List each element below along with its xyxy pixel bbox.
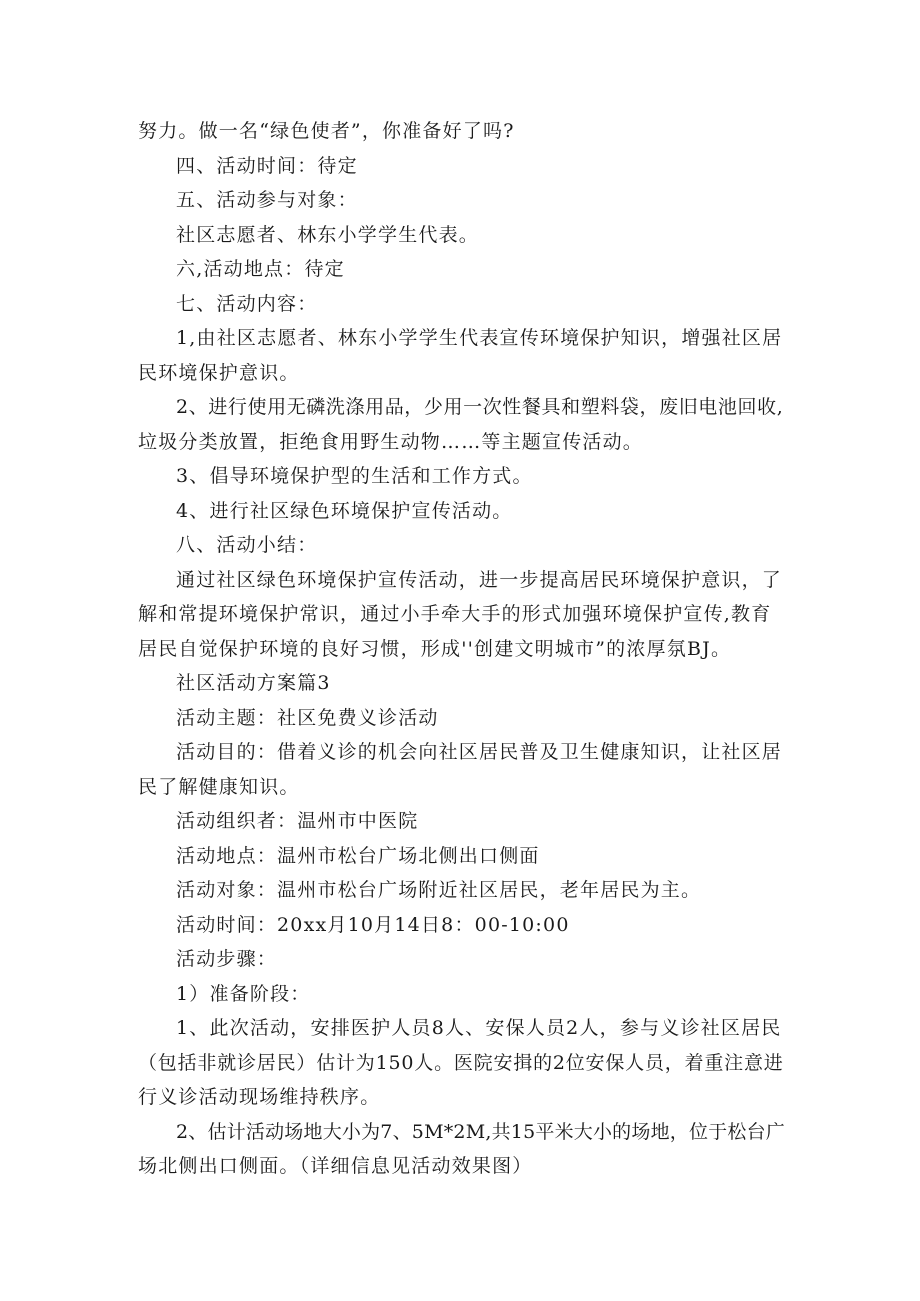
paragraph-line: 通过社区绿色环境保护宣传活动，进一步提高居民环境保护意识，了 xyxy=(176,568,783,591)
paragraph-line: 4、进行社区绿色环境保护宣传活动。 xyxy=(176,499,513,522)
paragraph-line: 行义诊活动现场维持秩序。 xyxy=(138,1086,381,1108)
paragraph-line: 民了解健康知识。 xyxy=(138,775,300,798)
paragraph-line: 活动步骤： xyxy=(176,948,278,970)
paragraph-line: 七、活动内容： xyxy=(176,292,318,315)
paragraph-line: 活动目的：借着义诊的机会向社区居民普及卫生健康知识，让社区居 xyxy=(176,741,783,763)
paragraph-line: 解和常提环境保护常识，通过小手牵大手的形式加强环境保护宣传,教育 xyxy=(138,603,772,625)
paragraph-line: 六,活动地点：待定 xyxy=(176,258,345,280)
paragraph-line: 活动主题：社区免费义诊活动 xyxy=(176,706,439,729)
paragraph-line: 四、活动时间：待定 xyxy=(176,154,358,177)
paragraph-line: 活动组织者：温州市中医院 xyxy=(176,810,419,832)
paragraph-line: 居民自觉保护环境的良好习惯，形成''创建文明城市”的浓厚氛BJ。 xyxy=(138,637,732,660)
paragraph-line: 五、活动参与对象： xyxy=(176,189,358,211)
paragraph-line: 场北侧出口侧面。（详细信息见活动效果图） xyxy=(138,1155,533,1177)
paragraph-line: 2、估计活动场地大小为7、5M*2M,共15平米大小的场地，位于松台广 xyxy=(176,1120,785,1143)
paragraph-line: （包括非就诊居民）估计为150人。医院安揖的2位安保人员，着重注意进 xyxy=(138,1051,784,1074)
paragraph-line: 1、此次活动，安排医护人员8人、安保人员2人，参与义诊社区居民 xyxy=(176,1017,782,1039)
paragraph-line: 1,由社区志愿者、林东小学学生代表宣传环境保护知识，增强社区居 xyxy=(176,327,783,349)
paragraph-line: 3、倡导环境保护型的生活和工作方式。 xyxy=(176,465,533,487)
document-body xyxy=(138,114,788,1184)
paragraph-line: 1）准备阶段： xyxy=(176,982,311,1005)
paragraph-line: 民环境保护意识。 xyxy=(138,361,300,384)
paragraph-line: 努力。做一名“绿色使者”，你准备好了吗? xyxy=(138,120,515,142)
paragraph-line: 活动对象：温州市松台广场附近社区居民，老年居民为主。 xyxy=(176,879,702,901)
paragraph-line: 社区志愿者、林东小学学生代表。 xyxy=(176,223,480,246)
paragraph-line: 社区活动方案篇3 xyxy=(176,672,331,694)
paragraph-line: 活动时间：20xx月10月14日8：00-10:00 xyxy=(176,913,570,936)
paragraph-line: 垃圾分类放置，拒绝食用野生动物……等主题宣传活动。 xyxy=(138,430,644,453)
paragraph-line: 八、活动小结： xyxy=(176,534,318,556)
paragraph-line: 活动地点：温州市松台广场北侧出口侧面 xyxy=(176,844,540,867)
paragraph-line: 2、进行使用无磷洗涤用品，少用一次性餐具和塑料袋，废旧电池回收, xyxy=(176,396,784,418)
